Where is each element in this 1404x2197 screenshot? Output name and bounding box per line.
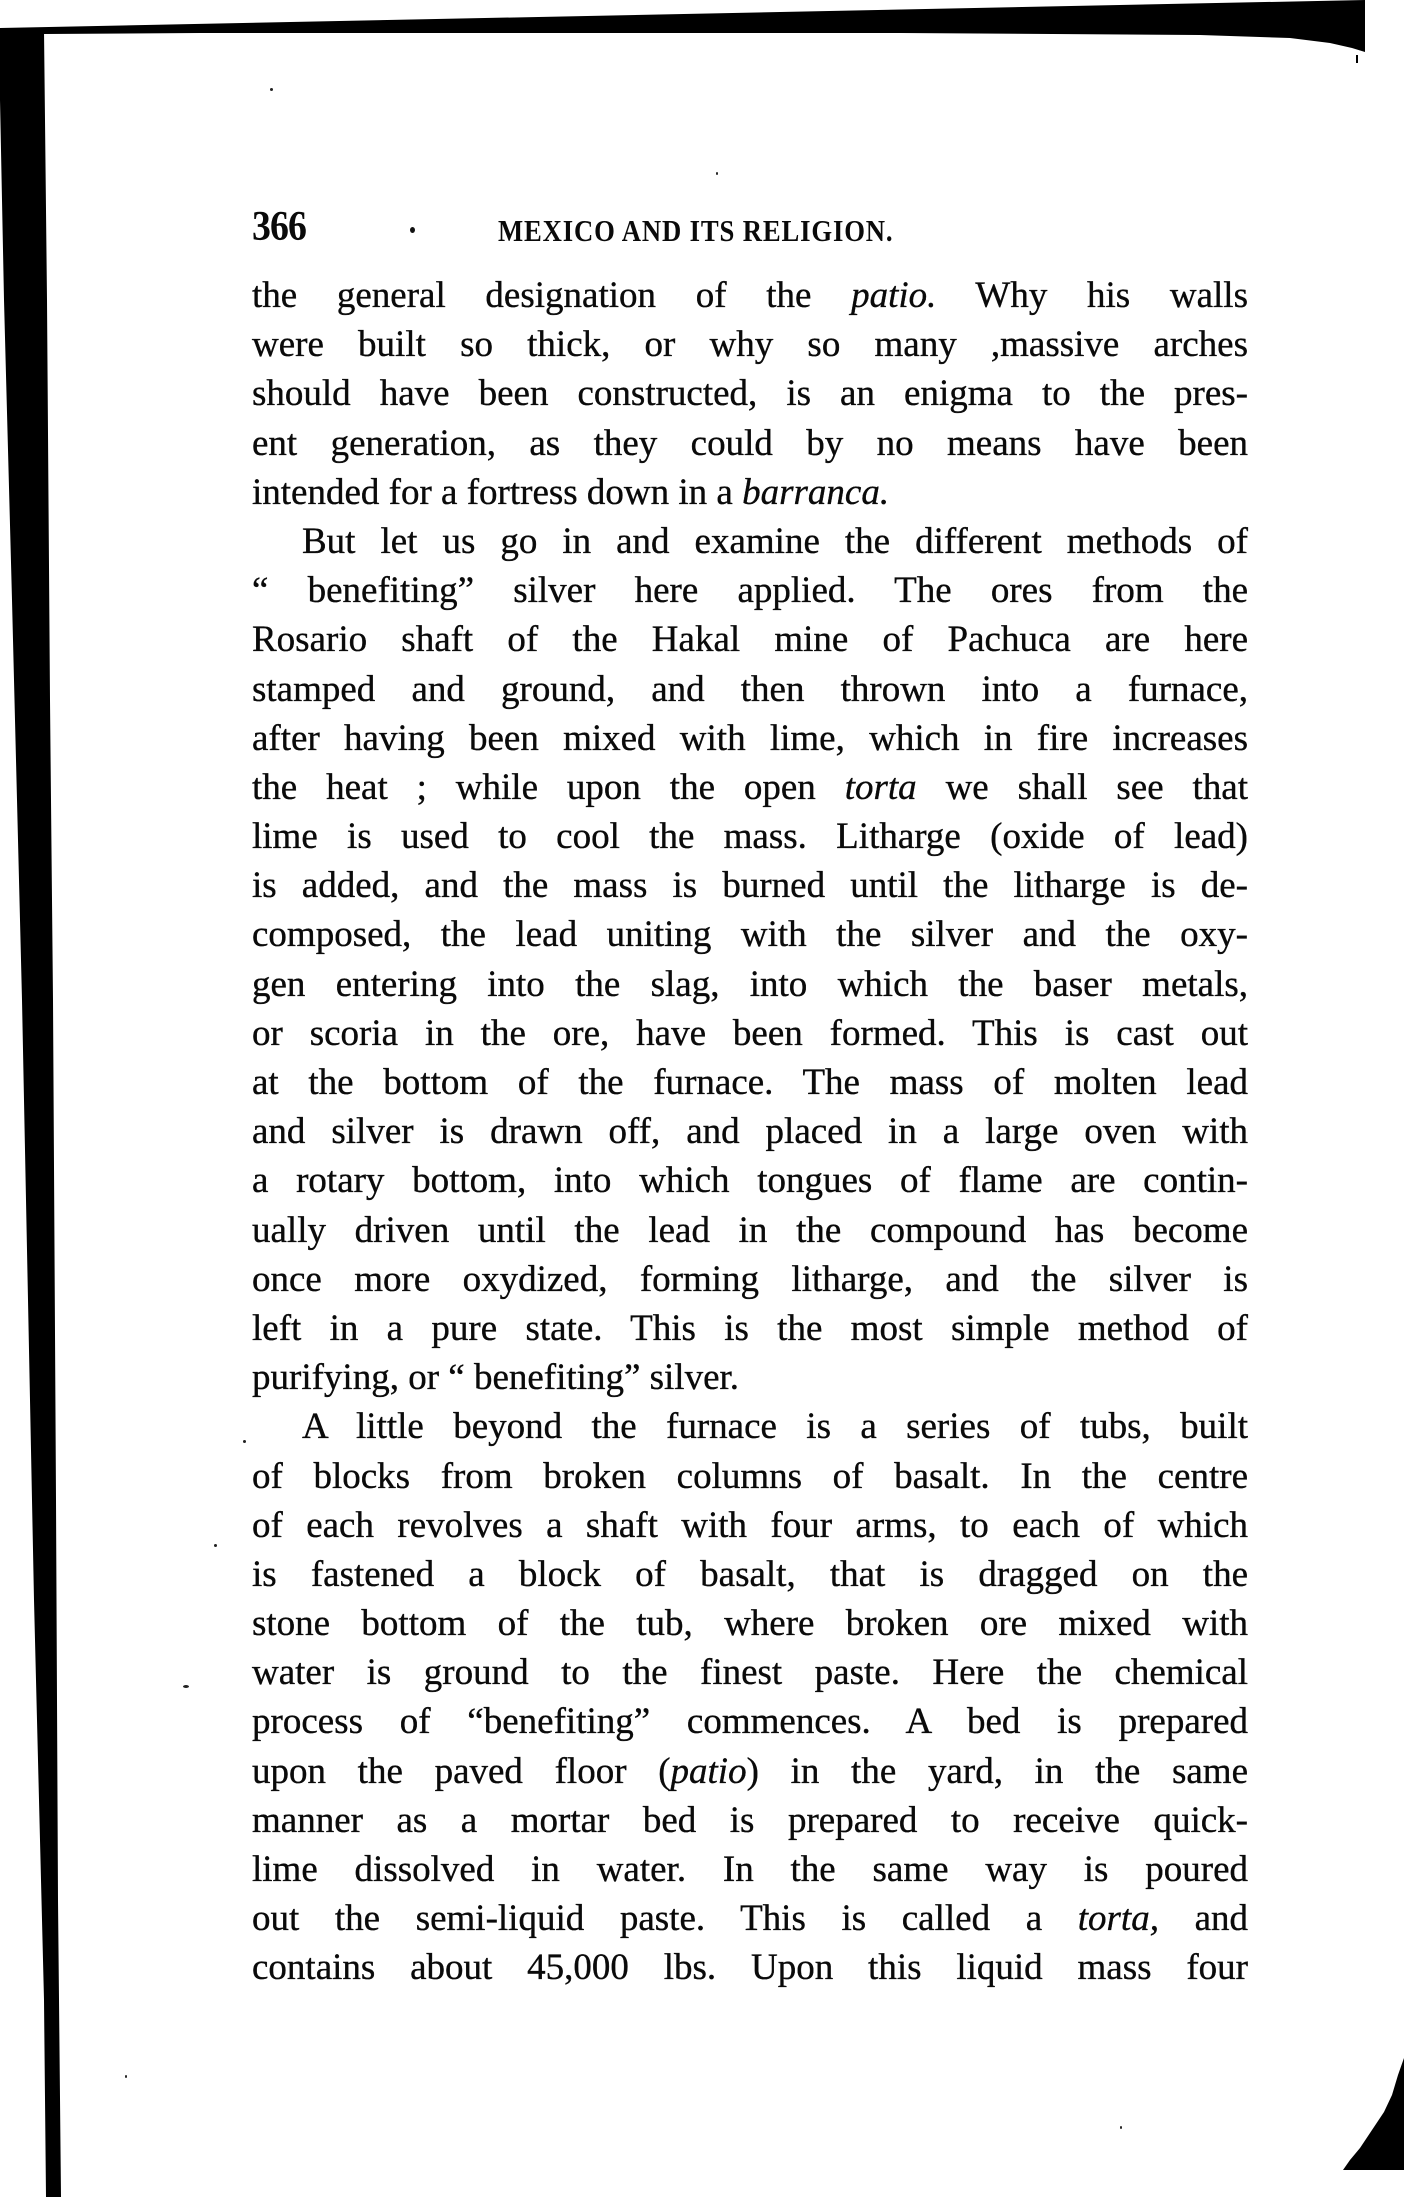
text-line — [252, 910, 1248, 959]
text-line — [252, 517, 1248, 566]
text-segment: after having been mixed with lime, which in fire increases — [252, 717, 1248, 759]
text-line — [252, 615, 1248, 664]
text-segment: left in a pure state. This is the most simple method of — [252, 1307, 1248, 1349]
text-line — [252, 1009, 1248, 1058]
text-line — [252, 1255, 1248, 1304]
speck — [125, 2075, 127, 2078]
text-line — [252, 1943, 1248, 1992]
text-line — [252, 1353, 1248, 1402]
speck — [716, 172, 718, 175]
text-line — [252, 419, 1248, 468]
speck — [243, 1440, 246, 1443]
text-line — [252, 1550, 1248, 1599]
text-segment: once more oxydized, forming litharge, and the silver is — [252, 1258, 1248, 1300]
text-line — [252, 861, 1248, 910]
text-segment: manner as a mortar bed is prepared to receive quick- — [252, 1799, 1248, 1841]
text-segment: were built so thick, or why so many ,massive arches — [252, 324, 1248, 366]
header-dot-mark — [410, 227, 415, 233]
text-segment: a rotary bottom, into which tongues of flame are contin- — [252, 1160, 1248, 1202]
text-line — [252, 1796, 1248, 1845]
text-segment: A little beyond the furnace is a series of tubs, built — [302, 1406, 1248, 1448]
text-line — [252, 1747, 1248, 1796]
text-line — [252, 1107, 1248, 1156]
text-segment: But let us go in and examine the different methods of — [302, 520, 1248, 562]
italic-term: patio. — [851, 275, 937, 316]
text-line — [252, 1501, 1248, 1550]
text-line — [252, 1402, 1248, 1451]
right-edge-mark — [1356, 55, 1358, 63]
text-segment: purifying, or “ benefiting” silver. — [252, 1357, 740, 1399]
text-segment: at the bottom of the furnace. The mass of molten lead — [252, 1062, 1248, 1103]
text-segment: and silver is drawn off, and placed in a large oven with — [252, 1111, 1248, 1153]
italic-term: patio — [670, 1750, 747, 1792]
text-segment: of blocks from broken columns of basalt. In the centre — [252, 1455, 1248, 1497]
text-segment: contains about 45,000 lbs. Upon this liquid mass four — [252, 1947, 1248, 1989]
speck — [183, 1685, 189, 1688]
left-scan-shadow — [0, 28, 61, 2197]
text-segment: or scoria in the ore, have been formed. This is cast out — [252, 1012, 1248, 1054]
text-line — [252, 1697, 1248, 1746]
text-segment: the heat ; while upon the open — [252, 766, 845, 808]
page-number: 366 — [252, 204, 306, 250]
text-segment: lime is used to cool the mass. Litharge (oxide of lead) — [252, 816, 1248, 858]
text-line — [252, 763, 1248, 812]
italic-term: barranca. — [742, 471, 890, 513]
text-segment: the general designation of the — [252, 275, 852, 316]
text-segment: stamped and ground, and then thrown into a furnace, — [252, 668, 1248, 710]
italic-term: torta — [844, 766, 917, 808]
text-line — [252, 812, 1248, 861]
text-segment: out the semi-liquid paste. This is called a — [252, 1898, 1078, 1940]
running-title: MEXICO AND ITS RELIGION. — [498, 213, 894, 248]
text-line — [252, 1304, 1248, 1353]
text-line — [252, 468, 1248, 517]
text-segment: ent generation, as they could by no means have been — [252, 422, 1248, 464]
text-line — [252, 271, 1248, 320]
text-line — [252, 566, 1248, 615]
text-segment: of each revolves a shaft with four arms, to each of which — [252, 1504, 1248, 1546]
text-line — [252, 1058, 1248, 1107]
text-segment: intended for a fortress down in a — [252, 471, 743, 513]
text-line — [252, 714, 1248, 763]
text-segment: composed, the lead uniting with the silver and the oxy- — [252, 914, 1248, 956]
text-segment: gen entering into the slag, into which the baser metals, — [252, 963, 1248, 1005]
text-line — [252, 1845, 1248, 1894]
text-line — [252, 1206, 1248, 1255]
bottom-right-scan-shadow — [1343, 2058, 1404, 2170]
text-segment: Why his walls — [936, 275, 1248, 316]
page-header — [252, 203, 1248, 251]
italic-term: torta, — [1077, 1898, 1159, 1940]
text-line — [252, 1156, 1248, 1205]
text-line — [252, 665, 1248, 714]
text-segment: water is ground to the finest paste. Here the chemical — [252, 1652, 1248, 1694]
text-line — [252, 1452, 1248, 1501]
text-segment: Rosario shaft of the Hakal mine of Pachuca are here — [252, 619, 1248, 661]
text-line — [252, 1894, 1248, 1943]
text-line — [252, 1648, 1248, 1697]
speck — [214, 1544, 217, 1547]
text-segment: is fastened a block of basalt, that is dragged on the — [252, 1553, 1248, 1595]
text-segment: is added, and the mass is burned until the litharge is de- — [252, 865, 1248, 907]
text-segment: lime dissolved in water. In the same way is poured — [252, 1849, 1248, 1890]
text-line — [252, 1599, 1248, 1648]
speck — [270, 88, 273, 91]
text-segment: ) in the yard, in the same — [746, 1750, 1248, 1792]
speck — [1120, 2126, 1122, 2129]
text-line — [252, 369, 1248, 418]
body-text — [252, 271, 1248, 1993]
text-segment: stone bottom of the tub, where broken ore mixed with — [252, 1603, 1248, 1645]
top-scan-shadow — [0, 0, 1365, 52]
text-segment: and — [1158, 1898, 1248, 1940]
text-line — [252, 320, 1248, 369]
text-segment: should have been constructed, is an enigma to the pres- — [252, 373, 1248, 415]
text-line — [252, 960, 1248, 1009]
text-segment: we shall see that — [916, 766, 1249, 808]
text-segment: process of “benefiting” commences. A bed is prepared — [252, 1701, 1248, 1743]
text-segment: upon the paved floor ( — [252, 1750, 671, 1792]
text-segment: ually driven until the lead in the compound has become — [252, 1209, 1248, 1251]
text-segment: “ benefiting” silver here applied. The ores from the — [252, 570, 1248, 612]
